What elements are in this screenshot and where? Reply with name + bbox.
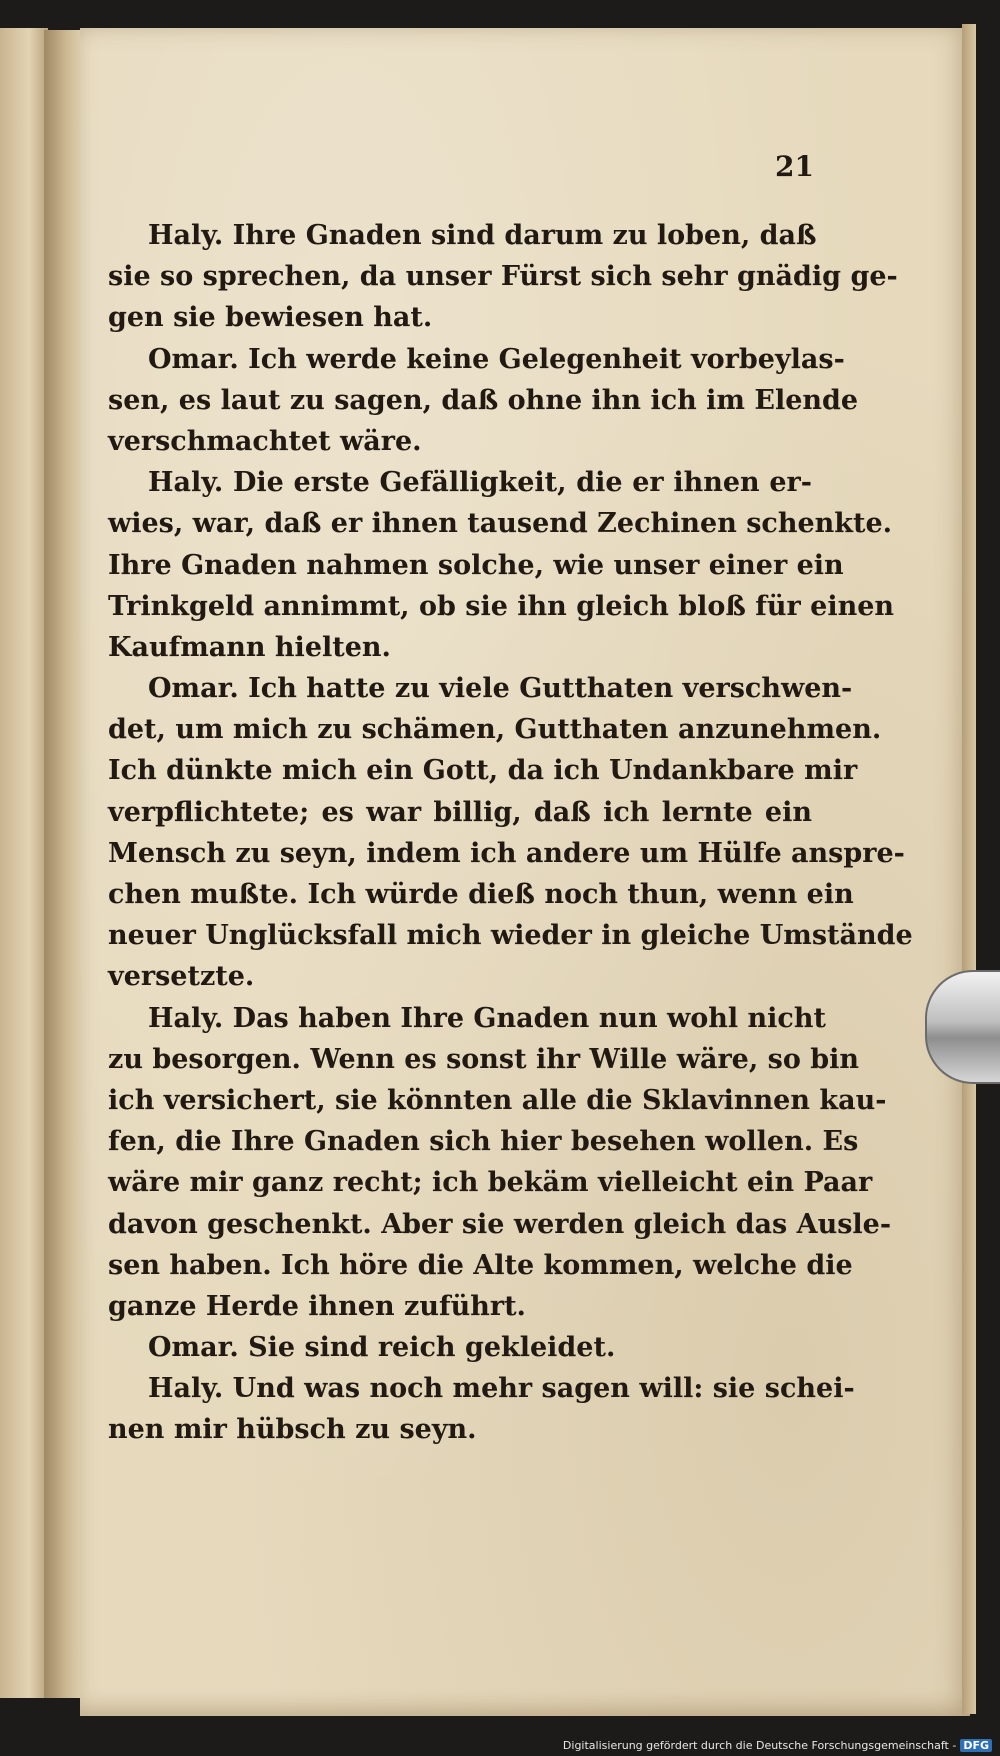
text-line: sie so sprechen, da unser Fürst sich sehr gnädig ge-	[108, 261, 898, 293]
text-line: verpflichtete; es war billig, daß ich lernte ein	[108, 796, 812, 828]
text-line: wies, war, daß er ihnen tausend Zechinen schenkte.	[108, 508, 893, 540]
dfg-logo: DFG	[960, 1739, 992, 1752]
text-line: neuer Unglücksfall mich wieder in gleiche Umstände	[108, 920, 913, 952]
left-page-edge	[0, 28, 48, 1698]
page-text	[108, 215, 913, 1451]
page-clip	[925, 970, 1000, 1084]
text-line: Mensch zu seyn, indem ich andere um Hülfe anspre-	[108, 837, 905, 869]
text-line: Haly. Die erste Gefälligkeit, die er ihnen er-	[148, 467, 812, 499]
credit-text: Digitalisierung gefördert durch die Deutsche Forschungsgemeinschaft -	[562, 1739, 957, 1752]
text-line: gen sie bewiesen hat.	[108, 302, 433, 334]
text-line: nen mir hübsch zu seyn.	[108, 1414, 477, 1446]
text-line: zu besorgen. Wenn es sonst ihr Wille wäre, so bin	[108, 1043, 860, 1075]
text-line: wäre mir ganz recht; ich bekäm vielleicht ein Paar	[108, 1167, 873, 1199]
text-line: sen haben. Ich höre die Alte kommen, welche die	[108, 1249, 853, 1281]
text-line: fen, die Ihre Gnaden sich hier besehen wollen. Es	[108, 1126, 859, 1158]
text-line: Haly. Ihre Gnaden sind darum zu loben, daß	[148, 220, 817, 251]
text-line: Omar. Ich hatte zu viele Gutthaten verschwen-	[148, 673, 853, 705]
text-line: Ihre Gnaden nahmen solche, wie unser einer ein	[108, 549, 844, 581]
digitization-credit	[563, 1739, 992, 1752]
text-line: Haly. Das haben Ihre Gnaden nun wohl nicht	[148, 1002, 826, 1034]
text-line: Omar. Sie sind reich gekleidet.	[148, 1332, 616, 1364]
text-line: verschmachtet wäre.	[108, 425, 422, 457]
text-line: versetzte.	[108, 961, 255, 993]
text-line: Kaufmann hielten.	[108, 631, 391, 663]
text-line: ganze Herde ihnen zuführt.	[108, 1290, 526, 1322]
text-line: Omar. Ich werde keine Gelegenheit vorbeylas-	[148, 343, 845, 375]
text-line: ich versichert, sie könnten alle die Sklavinnen kau-	[108, 1084, 887, 1116]
text-line: davon geschenkt. Aber sie werden gleich das Ausle-	[108, 1208, 892, 1240]
text-line: chen mußte. Ich würde dieß noch thun, wenn ein	[108, 879, 854, 910]
page-number: 21	[775, 150, 814, 183]
text-line: det, um mich zu schämen, Gutthaten anzunehmen.	[108, 714, 882, 746]
text-line: Trinkgeld annimmt, ob sie ihn gleich bloß für einen	[108, 590, 895, 622]
text-line: Haly. Und was noch mehr sagen will: sie schei-	[148, 1373, 855, 1405]
text-line: sen, es laut zu sagen, daß ohne ihn ich im Elende	[108, 384, 859, 416]
right-page-edge	[962, 24, 976, 1714]
text-line: Ich dünkte mich ein Gott, da ich Undankbare mir	[108, 755, 858, 787]
